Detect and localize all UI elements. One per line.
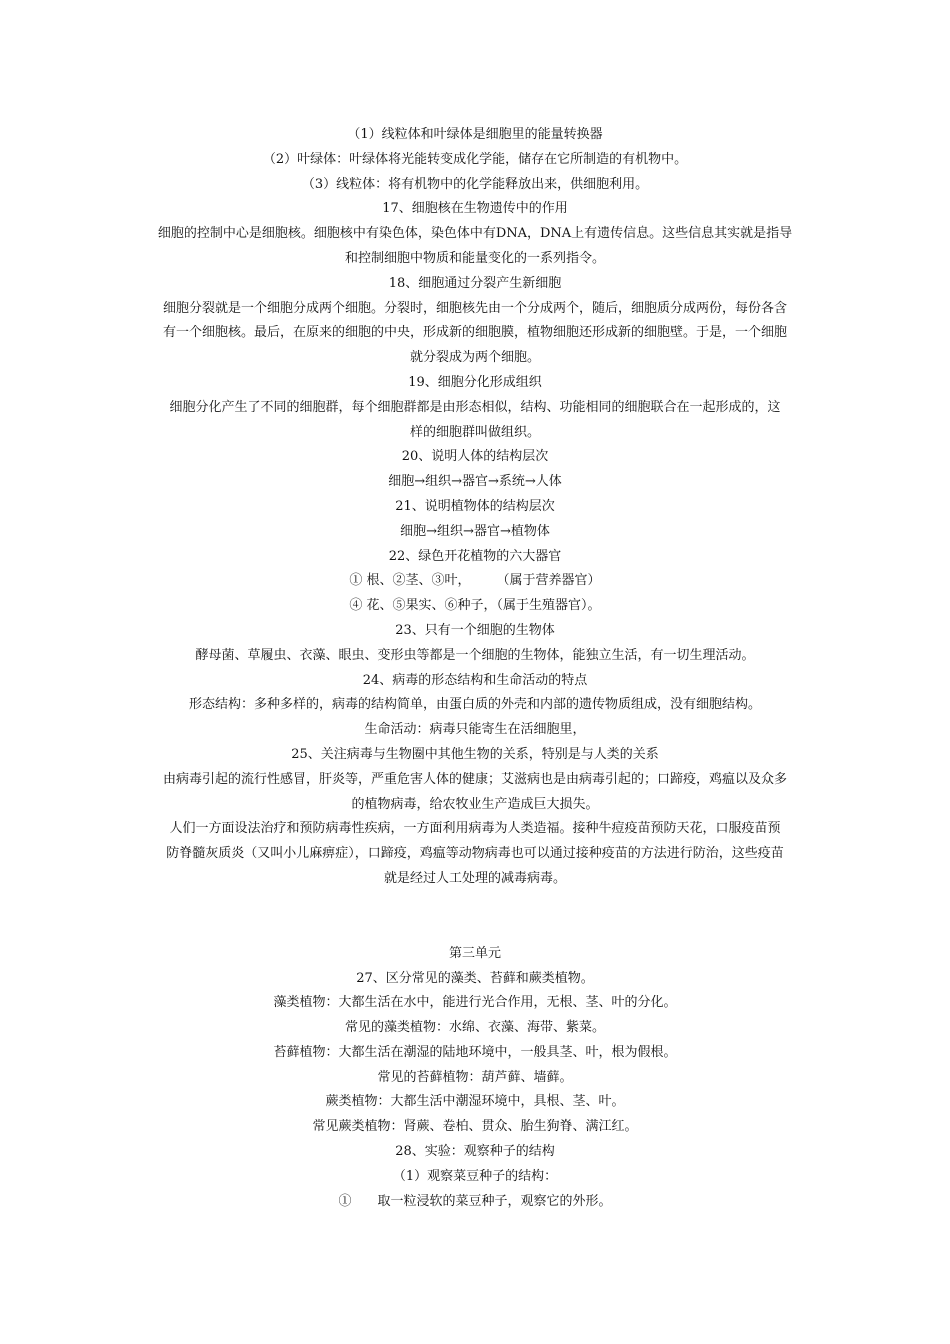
paragraph-line: 就分裂成为两个细胞。 (409, 350, 540, 366)
paragraph-line: 细胞分化产生了不同的细胞群，每个细胞群都是由形态相似，结构、功能相同的细胞联合在一起形成的，这 (169, 399, 781, 415)
step-line: ① 取一粒浸软的菜豆种子，观察它的外形。 (338, 1193, 612, 1209)
section-spacer (140, 892, 810, 942)
section-heading-25: 25、关注病毒与生物圈中其他生物的关系，特别是与人类的关系 (291, 746, 659, 762)
text-line: 形态结构：多种多样的，病毒的结构简单，由蛋白质的外壳和内部的遗传物质组成，没有细胞结构。 (188, 697, 761, 713)
section-heading-24: 24、病毒的形态结构和生命活动的特点 (362, 672, 588, 688)
paragraph-line: 防脊髓灰质炎（又叫小儿麻痹症），口蹄疫，鸡瘟等动物病毒也可以通过接种疫苗的方法进行防治，这些疫苗 (166, 846, 784, 862)
subheading: （1）观察菜豆种子的结构： (392, 1168, 558, 1184)
paragraph-line: 的植物病毒，给农牧业生产造成巨大损失。 (351, 796, 599, 812)
text-line: 常见的藻类植物：水绵、衣藻、海带、紫菜。 (344, 1020, 605, 1036)
text-line: 常见蕨类植物：肾蕨、卷柏、贯众、胎生狗脊、满江红。 (312, 1119, 638, 1135)
paragraph-line: 由病毒引起的流行性感冒，肝炎等，严重危害人体的健康；艾滋病也是由病毒引起的；口蹄疫，鸡瘟以及众多 (162, 771, 787, 787)
section-heading-21: 21、说明植物体的结构层次 (395, 498, 555, 514)
text-line: 细胞→组织→器官→植物体 (400, 523, 550, 539)
paragraph-line: 细胞的控制中心是细胞核。细胞核中有染色体，染色体中有DNA，DNA上有遗传信息。这些信息其实就是指导 (157, 226, 793, 242)
text-line: （3）线粒体：将有机物中的化学能释放出来，供细胞利用。 (301, 176, 649, 192)
section-heading-17: 17、细胞核在生物遗传中的作用 (382, 201, 568, 217)
text-line: 酵母菌、草履虫、衣藻、眼虫、变形虫等都是一个细胞的生物体，能独立生活，有一切生理活动。 (195, 647, 755, 663)
text-line: ① 根、②茎、③叶， （属于营养器官） (349, 573, 601, 589)
unit-heading: 第三单元 (448, 945, 501, 961)
text-line: （2）叶绿体：叶绿体将光能转变成化学能，储存在它所制造的有机物中。 (262, 151, 688, 167)
text-line: 苔藓植物：大都生活在潮湿的陆地环境中，一般具茎、叶，根为假根。 (273, 1044, 677, 1060)
paragraph-line: 人们一方面设法治疗和预防病毒性疾病，一方面利用病毒为人类造福。接种牛痘疫苗预防天花，口服疫苗预 (169, 821, 781, 837)
paragraph-line: 和控制细胞中物质和能量变化的一系列指令。 (344, 250, 605, 266)
paragraph-line: 就是经过人工处理的减毒病毒。 (383, 870, 566, 886)
paragraph-line: 有一个细胞核。最后，在原来的细胞的中央，形成新的细胞膜，植物细胞还形成新的细胞壁。于是，一个细胞 (162, 325, 787, 341)
paragraph-line: 样的细胞群叫做组织。 (409, 424, 540, 440)
section-heading-27: 27、区分常见的藻类、苔藓和蕨类植物。 (356, 970, 594, 986)
text-line: 生命活动：病毒只能寄生在活细胞里， (364, 722, 586, 738)
text-line: 细胞→组织→器官→系统→人体 (388, 474, 562, 490)
section-heading-20: 20、说明人体的结构层次 (401, 449, 549, 465)
text-line: （1）线粒体和叶绿体是细胞里的能量转换器 (347, 127, 603, 142)
section-heading-22: 22、绿色开花植物的六大器官 (388, 548, 562, 564)
section-heading-18: 18、细胞通过分裂产生新细胞 (388, 275, 562, 291)
paragraph-line: 细胞分裂就是一个细胞分成两个细胞。分裂时，细胞核先由一个分成两个，随后，细胞质分成两份，每份各含 (162, 300, 787, 316)
text-line: 藻类植物：大都生活在水中，能进行光合作用，无根、茎、叶的分化。 (273, 995, 677, 1011)
text-line: 常见的苔藓植物：葫芦藓、墙藓。 (377, 1069, 573, 1085)
text-line: ④ 花、⑤果实、⑥种子，（属于生殖器官）。 (349, 598, 601, 614)
document-page (140, 123, 810, 1214)
section-heading-19: 19、细胞分化形成组织 (408, 374, 542, 390)
section-heading-28: 28、实验：观察种子的结构 (395, 1144, 555, 1160)
section-heading-23: 23、只有一个细胞的生物体 (395, 622, 555, 638)
text-line: 蕨类植物：大都生活中潮湿环境中，具根、茎、叶。 (325, 1094, 625, 1110)
